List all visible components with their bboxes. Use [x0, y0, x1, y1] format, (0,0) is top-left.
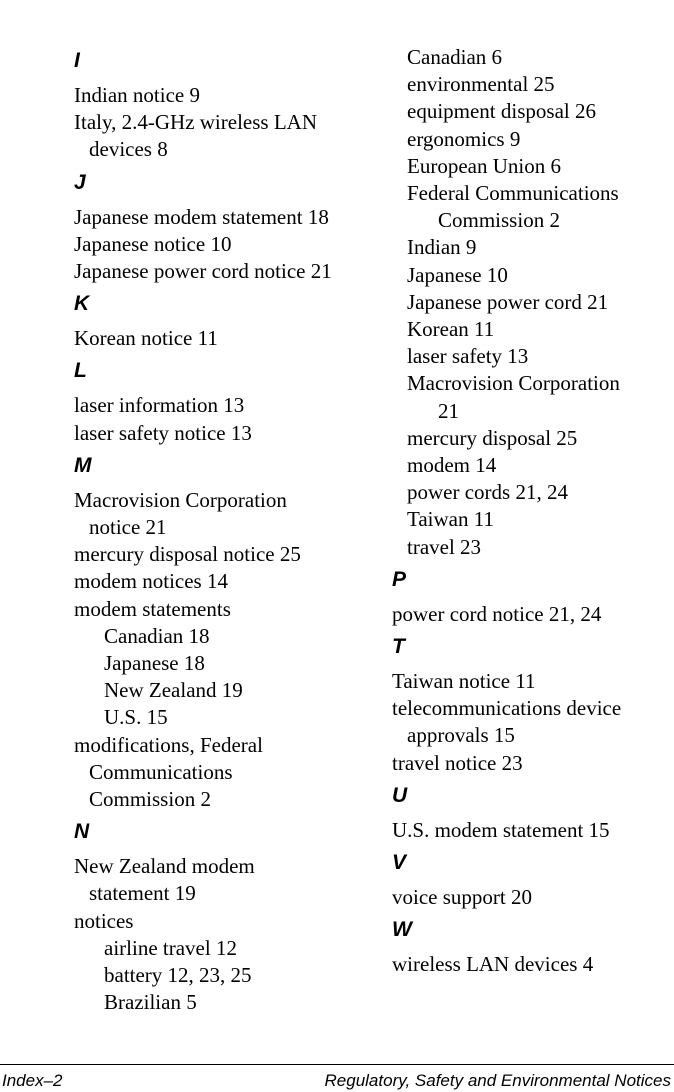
index-subentry: Federal Communications [407, 181, 619, 206]
index-subentry: statement 19 [89, 881, 196, 906]
index-entry: wireless LAN devices 4 [392, 952, 594, 977]
index-subentry: Communications [89, 759, 233, 784]
index-subentry: Commission 2 [89, 787, 211, 812]
index-subentry: equipment disposal 26 [407, 99, 596, 124]
index-subentry: New Zealand 19 [104, 678, 243, 703]
index-entry: mercury disposal notice 25 [74, 542, 301, 567]
index-subentry: Korean 11 [407, 317, 495, 342]
index-subentry: power cords 21, 24 [407, 480, 568, 505]
index-entry: Italy, 2.4-GHz wireless LAN [74, 110, 317, 135]
index-subentry: ergonomics 9 [407, 126, 521, 151]
index-entry: voice support 20 [392, 885, 532, 910]
index-subentry: Japanese 18 [104, 651, 205, 676]
index-subentry: battery 12, 23, 25 [104, 963, 252, 988]
index-entry: laser information 13 [74, 393, 245, 418]
index-entry: laser safety notice 13 [74, 420, 252, 445]
index-subentry: Macrovision Corporation [407, 371, 620, 396]
index-entry: U.S. modem statement 15 [392, 817, 610, 842]
index-entry: Japanese modem statement 18 [74, 204, 329, 229]
index-letter-heading: W [392, 918, 412, 942]
index-entry: notices [74, 908, 134, 933]
index-letter-heading: U [392, 783, 408, 807]
index-entry: Indian notice 9 [74, 83, 200, 107]
page-footer [0, 1064, 674, 1090]
index-subentry: modem 14 [407, 453, 497, 478]
index-letter-heading: K [74, 292, 90, 316]
index-letter-heading: L [74, 359, 87, 383]
index-subentry: devices 8 [89, 137, 168, 162]
index-entry: modem notices 14 [74, 569, 228, 594]
footer-document-title: Regulatory, Safety and Environmental Notices [324, 1071, 671, 1090]
index-subentry: Taiwan 11 [407, 507, 494, 532]
index-letter-heading: V [392, 851, 407, 875]
index-subentry: notice 21 [89, 515, 167, 540]
index-entry: Taiwan notice 11 [392, 669, 536, 694]
index-subentry: U.S. 15 [104, 705, 168, 730]
index-subentry: laser safety 13 [407, 344, 529, 369]
index-entry: Japanese power cord notice 21 [74, 259, 332, 284]
index-subentry: environmental 25 [407, 72, 555, 97]
index-subentry: Canadian 18 [104, 623, 210, 648]
index-subentry: mercury disposal 25 [407, 425, 578, 450]
index-column-left [74, 44, 364, 1016]
index-subentry: Commission 2 [438, 208, 560, 233]
index-subentry: airline travel 12 [104, 935, 237, 960]
index-entry: telecommunications device [392, 696, 622, 721]
index-subentry: approvals 15 [407, 723, 515, 748]
index-subentry: 21 [438, 398, 459, 423]
index-entry: Korean notice 11 [74, 326, 218, 351]
index-entry: modem statements [74, 596, 231, 621]
index-subentry: travel 23 [407, 534, 482, 559]
index-entry: Japanese notice 10 [74, 231, 232, 256]
index-subentry: European Union 6 [407, 153, 561, 178]
index-subentry: Indian 9 [407, 235, 477, 260]
index-entry: New Zealand modem [74, 854, 255, 879]
index-letter-heading: T [392, 635, 405, 659]
index-letter-heading: N [74, 820, 90, 844]
footer-page-label: Index–2 [2, 1071, 63, 1090]
index-letter-heading: J [74, 170, 86, 194]
index-subentry: Canadian 6 [407, 45, 503, 69]
index-entry: modifications, Federal [74, 732, 263, 757]
index-entry: travel notice 23 [392, 750, 523, 775]
index-entry: Macrovision Corporation [74, 487, 287, 512]
index-entry: power cord notice 21, 24 [392, 601, 602, 626]
index-subentry: Brazilian 5 [104, 990, 197, 1015]
index-column-right [392, 44, 674, 978]
index-subentry: Japanese power cord 21 [407, 289, 609, 314]
index-letter-heading: I [74, 49, 80, 72]
index-letter-heading: P [392, 567, 407, 591]
index-letter-heading: M [74, 453, 92, 477]
index-subentry: Japanese 10 [407, 262, 508, 287]
